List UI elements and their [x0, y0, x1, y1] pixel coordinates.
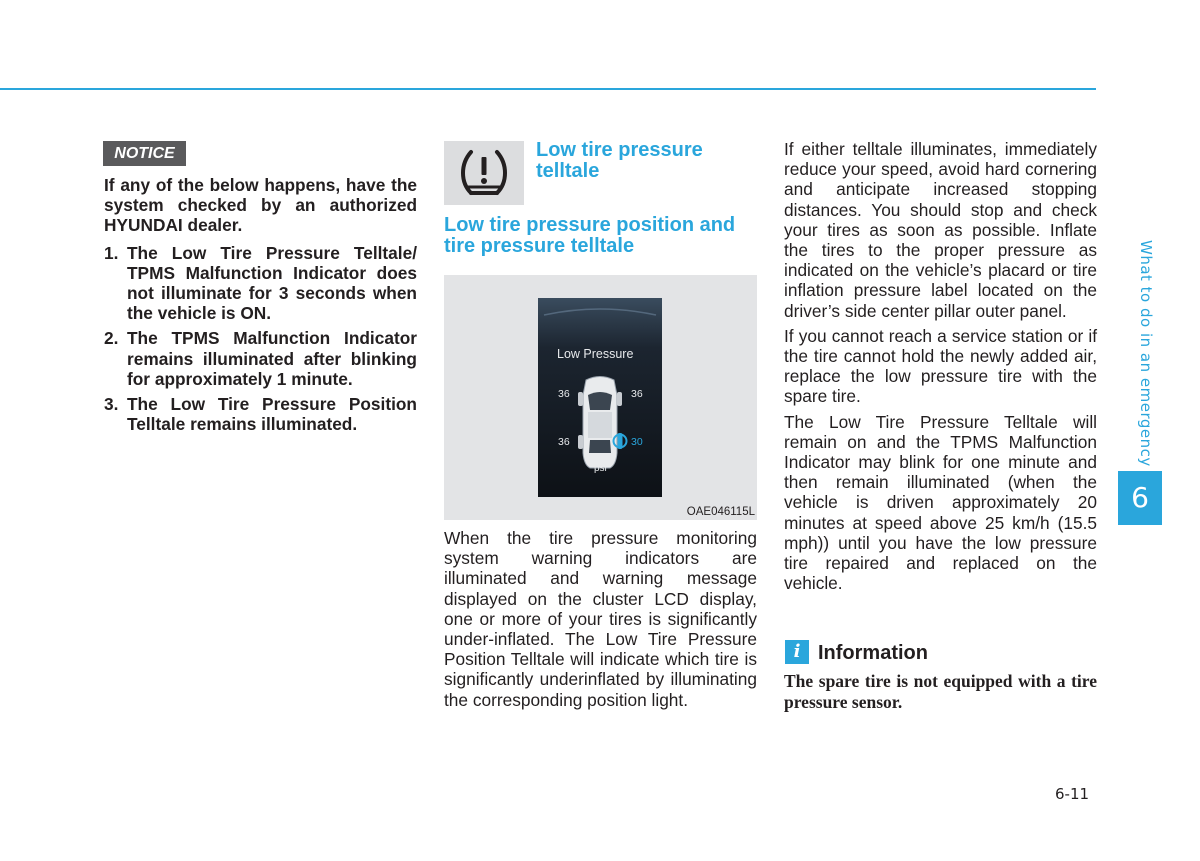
- information-icon: i: [785, 640, 809, 664]
- notice-item-text: The TPMS Malfunction Indicator remains illuminated after blinking for approximately 1 minute.: [127, 328, 417, 389]
- information-body: The spare tire is not equipped with a tire pressure sensor.: [784, 671, 1097, 712]
- chapter-tab: 6: [1118, 471, 1162, 525]
- instruction-paragraph: The Low Tire Pressure Telltale will remain on and the TPMS Malfunction Indicator may blink for one minute and then remain illuminated (when the vehicle is driven approximately 20 minutes at speed above 25 km/h (15.5 mph)) until you have the low pressure tire repaired and replaced on the vehicle.: [784, 411, 1097, 594]
- heading-position-telltale: Low tire pressure position and tire pressure telltale: [444, 214, 736, 257]
- instruction-paragraph: If you cannot reach a service station or if the tire cannot hold the newly added air, replace the low pressure tire with the spare tire.: [784, 325, 1097, 407]
- notice-item: [104, 328, 417, 389]
- heading-low-tire-pressure-telltale: Low tire pressure telltale: [536, 139, 703, 182]
- instruction-paragraph: If either telltale illuminates, immediately reduce your speed, avoid hard cornering and anticipate increased stopping distances. You should stop and check your tires as soon as possible. Inflate the tires to the proper pressure as indicated on the vehicle’s placard or tire inflation pressure label located on the driver’s side center pillar outer panel.: [784, 139, 1097, 321]
- notice-item-number: 1.: [104, 242, 119, 263]
- pressure-unit: psi: [594, 463, 607, 474]
- notice-item: [104, 243, 417, 324]
- top-rule: [0, 88, 1096, 90]
- rear-left-pressure: 36: [558, 436, 570, 448]
- page-number: 6-11: [1055, 785, 1090, 803]
- figure-caption: OAE046115L: [686, 506, 755, 518]
- notice-item-text: The Low Tire Pressure Position Telltale remains illuminated.: [127, 394, 417, 435]
- notice-item-text: The Low Tire Pressure Telltale/ TPMS Malfunction Indicator does not illuminate for 3 seconds when the vehicle is ON.: [127, 242, 417, 324]
- lcd-title: Low Pressure: [557, 347, 634, 361]
- notice-badge: NOTICE: [103, 141, 186, 166]
- notice-item-number: 3.: [104, 394, 119, 415]
- notice-block: [104, 175, 417, 439]
- notice-intro: If any of the below happens, have the system checked by an authorized HYUNDAI dealer.: [104, 175, 417, 236]
- low-tire-pressure-telltale-icon: [444, 141, 524, 205]
- front-right-pressure: 36: [631, 388, 643, 400]
- front-left-pressure: 36: [558, 388, 570, 400]
- notice-item-number: 2.: [104, 328, 119, 349]
- telltale-instructions: [784, 139, 1097, 598]
- position-telltale-description: When the tire pressure monitoring system warning indicators are illuminated and warning message displayed on the cluster LCD display, one or more of your tires is significantly under-inflated. The Low Tire Pressure Position Telltale will indicate which tire is significantly underinflated by illuminating the corresponding position light.: [444, 528, 757, 710]
- section-side-title: What to do in an emergency: [1137, 240, 1155, 467]
- information-title: Information: [818, 642, 928, 664]
- rear-right-pressure: 30: [631, 436, 643, 448]
- notice-list: [104, 243, 417, 435]
- notice-item: [104, 394, 417, 434]
- car-top-view-icon: [578, 377, 622, 469]
- cluster-display-figure: [444, 275, 757, 520]
